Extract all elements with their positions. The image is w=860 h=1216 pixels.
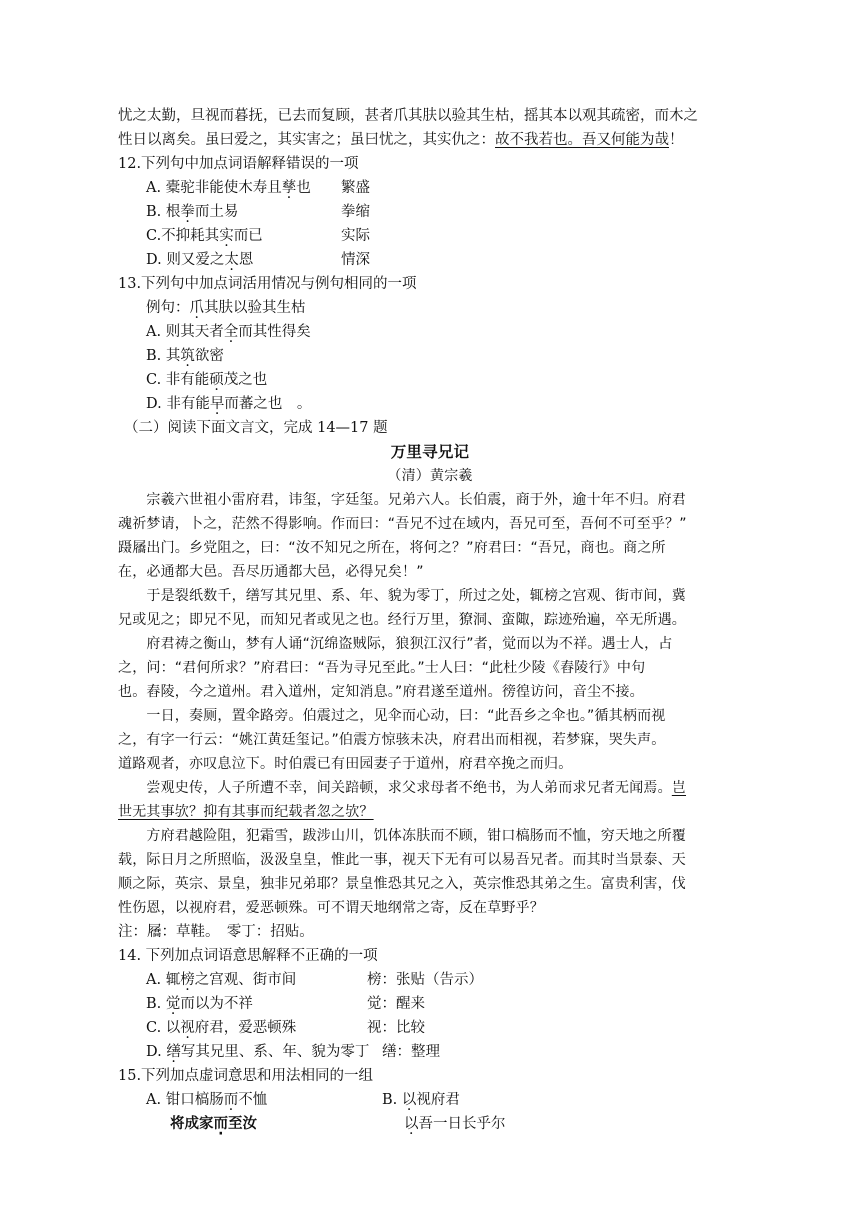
q14-option-d-gloss: 缮：整理: [382, 1044, 440, 1060]
q12-option-b: B. 根拳而土易: [146, 204, 239, 220]
q14-option-a: A. 辄榜之宫观、街市间: [146, 972, 297, 988]
q12-option-a: A. 橐驼非能使木寿且孳也: [146, 180, 311, 196]
q12-option-b-gloss: 拳缩: [341, 204, 370, 220]
q12-option-c: C.不抑耗其实而已: [146, 228, 263, 244]
q14-option-d: D. 缮写其兄里、系、年、貌为零丁: [146, 1044, 370, 1060]
q14-option-b: B. 觉而以为不祥: [146, 996, 253, 1012]
passage2-underlined: 岂: [671, 780, 687, 796]
passage2-line: 于是裂纸数千，缮写其兄里、系、年、貌为零丁，所过之处，辄榜之宫观、街市间，冀: [118, 588, 686, 604]
q13-example: 例句：爪其肤以验其生枯: [146, 300, 306, 316]
passage1-line: 忧之太勤，旦视而暮抚，已去而复顾，甚者爪其肤以验其生枯，摇其本以观其疏密，而木之: [118, 108, 698, 124]
q13-option-b: B. 其筑欲密: [146, 348, 224, 364]
passage2-line: 兄或见之；即兄不见，而知兄者或见之也。经行万里，獠洞、蛮陬，踪迹殆遍，卒无所遇。: [118, 612, 686, 628]
footnote: 注：屩：草鞋。 零丁：招贴。: [118, 924, 314, 940]
q12-stem: 12.下列句中加点词语解释错误的一项: [118, 156, 359, 172]
q14-option-c-gloss: 视：比较: [367, 1020, 425, 1036]
q12-option-d: D. 则又爱之太恩: [146, 252, 254, 268]
q14-option-a-gloss: 榜：张贴（告示）: [367, 972, 483, 988]
q13-option-d: D. 非有能早而蕃之也 。: [146, 396, 312, 412]
passage2-line: 一日，奏厕，置伞路旁。伯震过之，见伞而心动，曰：“此吾乡之伞也。”循其柄而视: [118, 708, 666, 724]
passage2-line: 宗羲六世祖小雷府君，讳玺，字廷玺。兄弟六人。长伯震，商于外，逾十年不归。府君: [118, 492, 686, 508]
passage2-line: 之，有字一行云：“姚江黄廷玺记。”伯震方惊骇未决，府君出而相视，若梦寐，哭失声。: [118, 732, 666, 748]
passage2-line: 在，必通都大邑。吾尽历通都大邑，必得兄矣！”: [118, 564, 424, 580]
passage1-line: [118, 128, 684, 152]
passage2-line: [118, 776, 686, 800]
section-heading: （二）阅读下面文言文，完成 14—17 题: [124, 420, 388, 436]
q12-option-a-gloss: 繁盛: [341, 180, 370, 196]
q12-option-c-gloss: 实际: [341, 228, 370, 244]
passage2-line: 性伤恩，以视府君，爱恶顿殊。可不谓天地纲常之寄，反在草野乎？: [118, 900, 544, 916]
passage2-line: [118, 800, 374, 824]
q15-stem: 15.下列加点虚词意思和用法相同的一组: [118, 1068, 374, 1084]
q14-option-c: C. 以视府君，爱恶顿殊: [146, 1020, 297, 1036]
q13-option-a: A. 则其天者全而其性得矣: [146, 324, 311, 340]
passage-author: （清）黄宗羲: [387, 468, 473, 484]
passage2-line: 也。舂陵，今之道州。君入道州，定知消息。”府君遂至道州。徬徨访问，音尘不接。: [118, 684, 644, 700]
q15-option-a-second: 将成家而至汝: [170, 1116, 257, 1132]
q13-option-c: C. 非有能硕茂之也: [146, 372, 268, 388]
q15-option-b-second: 以吾一日长乎尔: [404, 1116, 506, 1132]
passage2-line: 魂祈梦请，卜之，茫然不得影响。作而曰：“吾兄不过在域内，吾兄可至，吾何不可至乎？”: [118, 516, 687, 532]
q13-stem: 13.下列句中加点词活用情况与例句相同的一项: [118, 276, 417, 292]
passage2-line: 道路观者，亦叹息泣下。时伯震已有田园妻子于道州，府君卒挽之而归。: [118, 756, 573, 772]
q15-option-a: A. 钳口槁肠而不恤: [146, 1092, 268, 1108]
passage2-line: 顺之际，英宗、景皇，独非兄弟耶？景皇惟恐其兄之入，英宗惟恐其弟之生。富贵利害，伐: [118, 876, 686, 892]
q12-option-d-gloss: 情深: [341, 252, 370, 268]
passage-title: 万里寻兄记: [390, 443, 470, 461]
passage2-line: 之，问：“君何所求？”府君曰：“吾为寻兄至此。”士人曰：“此杜少陵《舂陵行》中句: [118, 660, 646, 676]
passage2-text: 尝观史传，人子所遭不幸，间关踣顿，求父求母者不绝书，为人弟而求兄者无闻焉。: [118, 780, 672, 796]
passage2-line: 方府君越险阻，犯霜雪，跋涉山川，饥体冻肤而不顾，钳口槁肠而不恤，穷天地之所覆: [118, 828, 686, 844]
passage2-line: 蹑屩出门。乡党阻之，曰：“汝不知兄之所在，将何之？”府君曰：“吾兄，商也。商之所: [118, 540, 666, 556]
q14-stem: 14. 下列加点词语意思解释不正确的一项: [118, 948, 378, 964]
passage1-punct: ！: [669, 132, 684, 148]
passage2-underlined: 世无其事欤？抑有其事而纪载者忽之欤？: [118, 804, 374, 820]
passage1-underlined: 故不我若也。吾又何能为哉: [495, 132, 669, 148]
passage2-line: 府君祷之衡山，梦有人诵“沉绵盗贼际，狼狈江汉行”者，觉而以为不祥。遇士人，占: [118, 636, 673, 652]
q14-option-b-gloss: 觉：醒来: [367, 996, 425, 1012]
q15-option-b: B. 以视府君: [382, 1092, 460, 1108]
passage1-text: 性日以离矣。虽曰爱之，其实害之；虽曰忧之，其实仇之：: [118, 132, 495, 148]
passage2-line: 载，际日月之所照临，汲汲皇皇，惟此一事，视天下无有可以易吾兄者。而其时当景泰、天: [118, 852, 686, 868]
